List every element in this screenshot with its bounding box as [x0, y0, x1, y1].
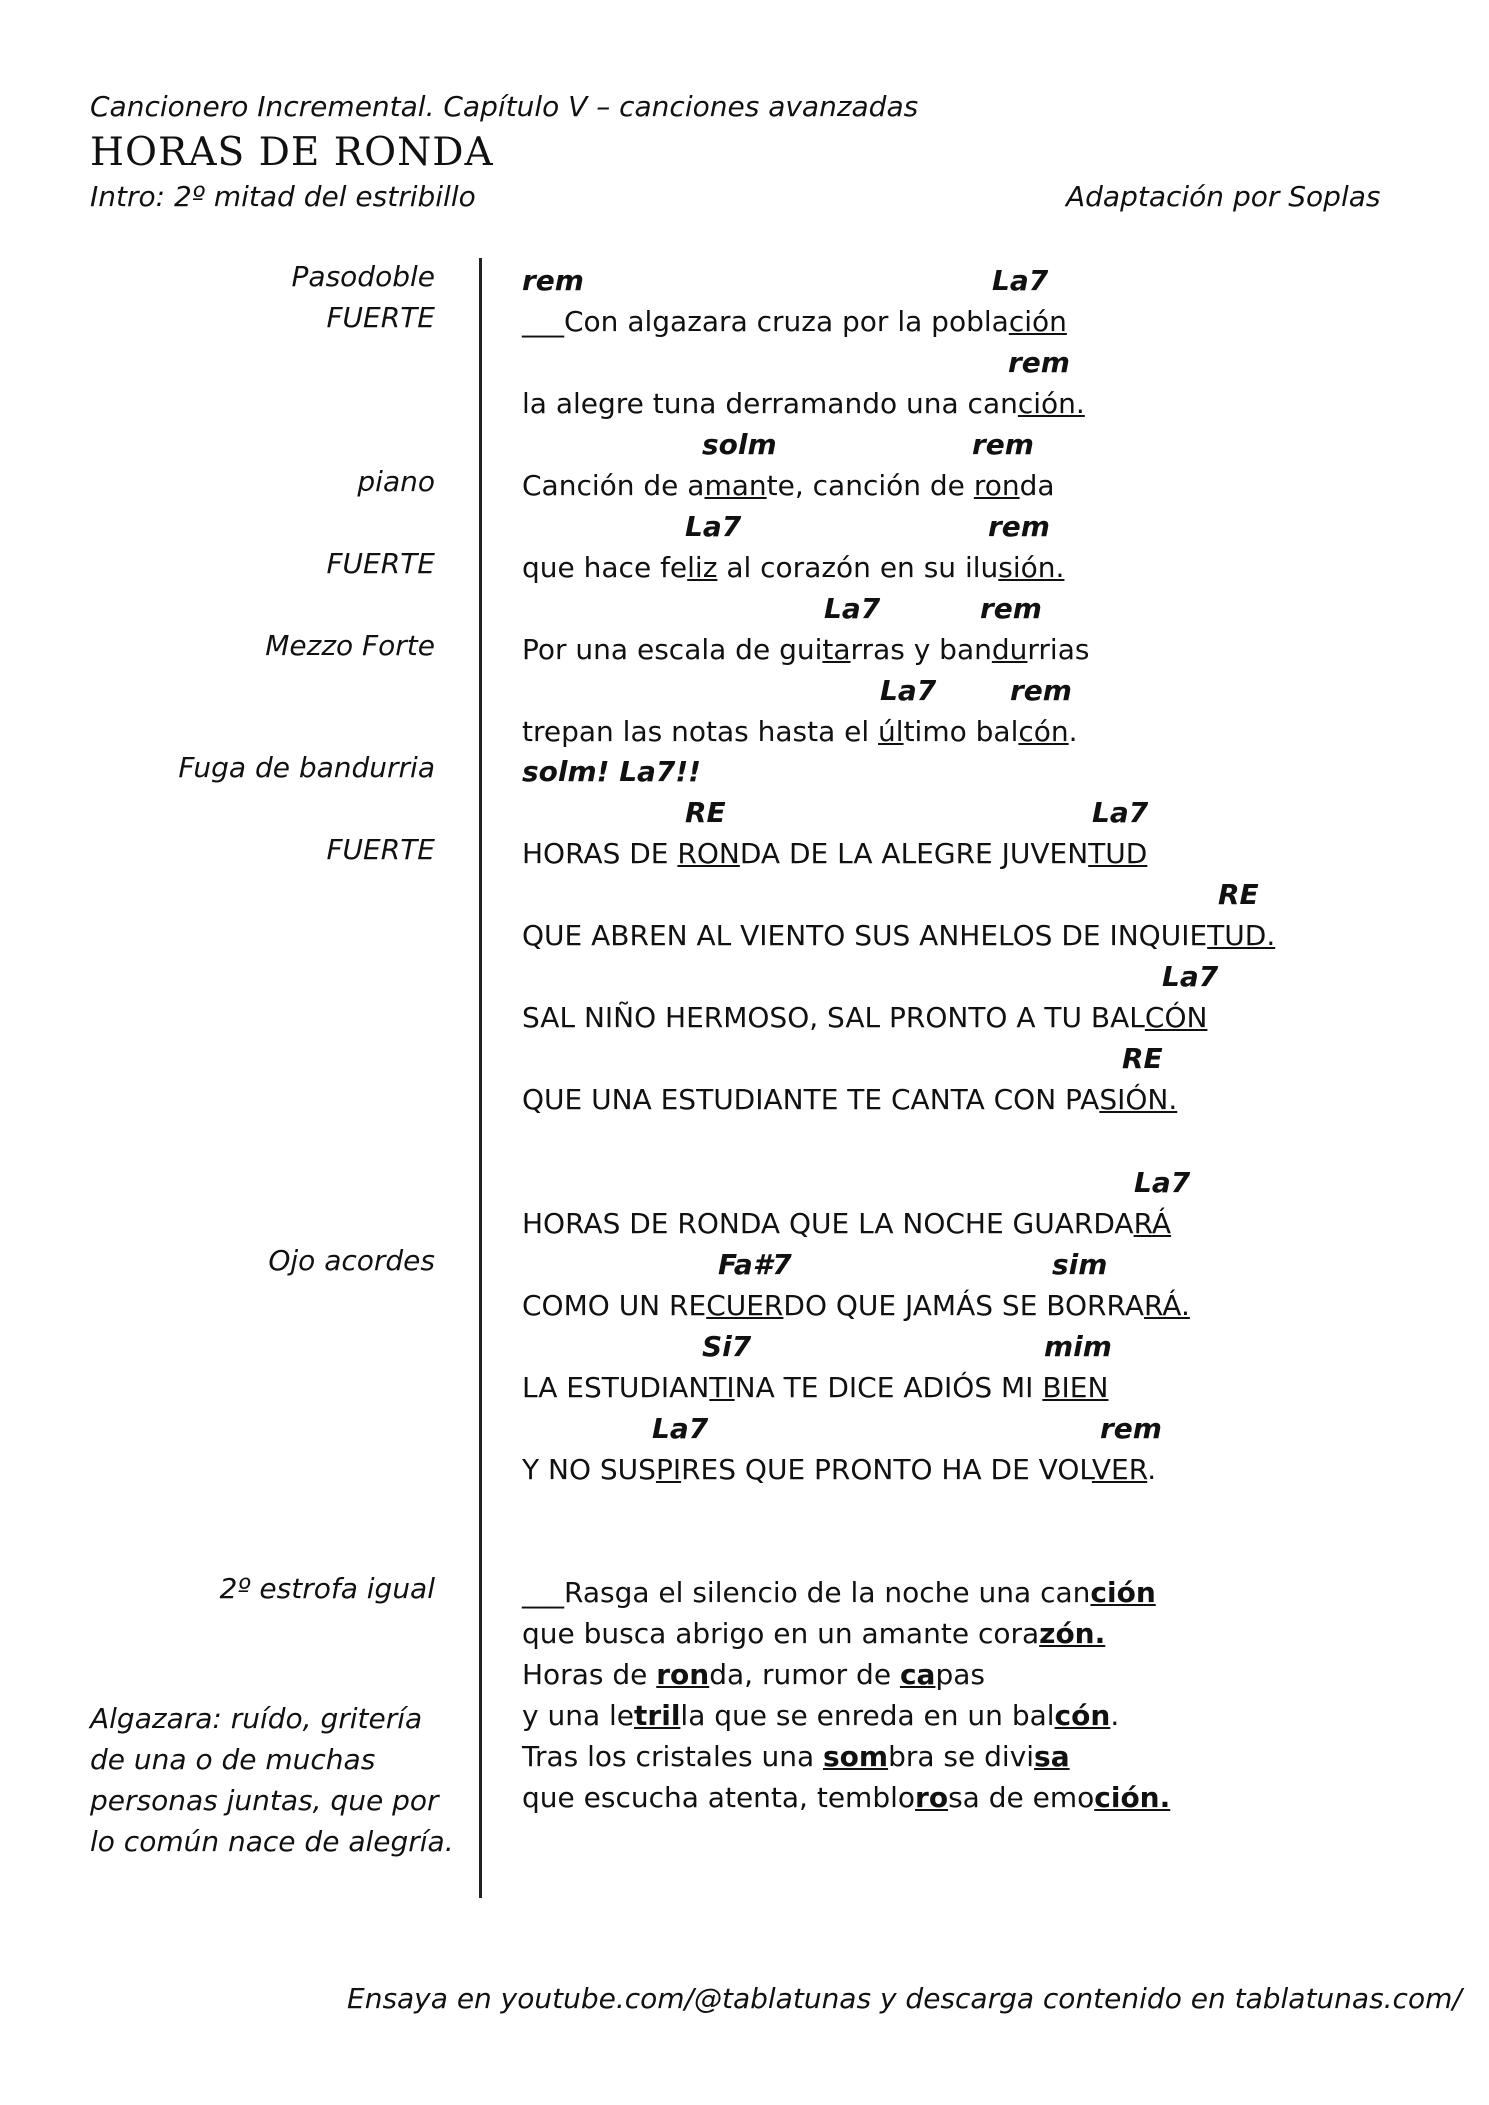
- lyric-line: COMO UN RECUERDO QUE JAMÁS SE BORRARÁ.: [522, 1289, 1190, 1322]
- chord: La7: [824, 592, 881, 625]
- lyric-line: la alegre tuna derramando una canción.: [522, 387, 1085, 420]
- lyric-line: Horas de ronda, rumor de capas: [522, 1658, 985, 1691]
- chord: La7: [685, 510, 742, 543]
- chord: mim: [1044, 1330, 1112, 1363]
- chord: solm! La7!!: [522, 755, 701, 788]
- chord: solm: [702, 428, 777, 461]
- column-divider: [479, 258, 482, 1898]
- chord: RE: [1218, 878, 1259, 911]
- note-ojo-acordes: Ojo acordes: [268, 1244, 435, 1277]
- note-fuga: Fuga de bandurria: [178, 751, 435, 784]
- chord: sim: [1052, 1248, 1108, 1281]
- note-fuerte: FUERTE: [326, 833, 435, 866]
- lyric-line: HORAS DE RONDA QUE LA NOCHE GUARDARÁ: [522, 1207, 1172, 1240]
- footer-note: Ensaya en youtube.com/@tablatunas y descarga contenido en tablatunas.com/: [347, 1982, 1462, 2015]
- chord: rem: [972, 428, 1034, 461]
- chord: La7: [1162, 960, 1219, 993]
- lyric-line: y una letrilla que se enreda en un balcón.: [522, 1699, 1120, 1732]
- chord: RE: [1122, 1042, 1163, 1075]
- note-piano: piano: [357, 465, 435, 498]
- lyric-line: HORAS DE RONDA DE LA ALEGRE JUVENTUD: [522, 837, 1148, 870]
- lyric-line: SAL NIÑO HERMOSO, SAL PRONTO A TU BALCÓN: [522, 1001, 1208, 1034]
- chord: La7: [1092, 796, 1149, 829]
- lyric-line: ___Con algazara cruza por la población: [522, 305, 1067, 338]
- chord: La7: [1134, 1166, 1191, 1199]
- lyric-line: trepan las notas hasta el último balcón.: [522, 715, 1078, 748]
- lyric-line: LA ESTUDIANTINA TE DICE ADIÓS MI BIEN: [522, 1371, 1109, 1404]
- chord: Fa#7: [718, 1248, 792, 1281]
- chord: rem: [988, 510, 1050, 543]
- lyric-line: Tras los cristales una sombra se divisa: [522, 1740, 1070, 1773]
- chord: La7: [652, 1412, 709, 1445]
- lyric-line: que escucha atenta, temblorosa de emoción.: [522, 1781, 1171, 1814]
- note-segunda-estrofa: 2º estrofa igual: [219, 1572, 435, 1605]
- lyric-line: Canción de amante, canción de ronda: [522, 469, 1055, 502]
- lyric-line: QUE UNA ESTUDIANTE TE CANTA CON PASIÓN.: [522, 1083, 1178, 1116]
- chord: rem: [980, 592, 1042, 625]
- note-mezzo-forte: Mezzo Forte: [265, 629, 435, 662]
- chord: rem: [522, 264, 584, 297]
- intro-note: Intro: 2º mitad del estribillo: [90, 180, 476, 213]
- chord: rem: [1100, 1412, 1162, 1445]
- adaptation-credit: Adaptación por Soplas: [1066, 180, 1381, 213]
- lyric-line: QUE ABREN AL VIENTO SUS ANHELOS DE INQUIETUD.: [522, 919, 1276, 952]
- chord: La7: [992, 264, 1049, 297]
- lyric-line: ___Rasga el silencio de la noche una canción: [522, 1576, 1156, 1609]
- series-subtitle: Cancionero Incremental. Capítulo V – canciones avanzadas: [90, 90, 919, 123]
- lyric-line: que busca abrigo en un amante corazón.: [522, 1617, 1106, 1650]
- note-fuerte: FUERTE: [326, 547, 435, 580]
- chord: rem: [1010, 674, 1072, 707]
- chord: Si7: [702, 1330, 752, 1363]
- song-title: HORAS DE RONDA: [90, 130, 494, 175]
- definition-note: Algazara: ruído, gritería de una o de muchas personas juntas, que por lo común nace de alegría.: [90, 1702, 454, 1858]
- note-pasodoble: Pasodoble: [291, 260, 435, 293]
- lyric-line: Por una escala de guitarras y bandurrias: [522, 633, 1090, 666]
- note-fuerte: FUERTE: [326, 301, 435, 334]
- chord: La7: [880, 674, 937, 707]
- lyric-line: que hace feliz al corazón en su ilusión.: [522, 551, 1065, 584]
- chord: rem: [1008, 346, 1070, 379]
- lyric-line: Y NO SUSPIRES QUE PRONTO HA DE VOLVER.: [522, 1453, 1157, 1486]
- chord: RE: [685, 796, 726, 829]
